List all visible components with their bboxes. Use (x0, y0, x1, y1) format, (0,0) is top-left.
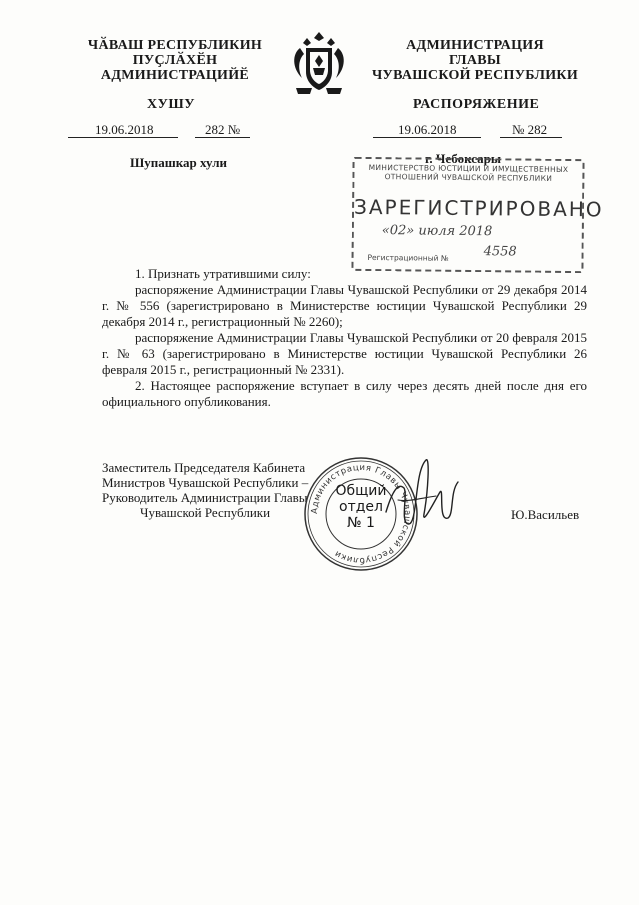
registration-stamp (351, 157, 604, 273)
order-body (102, 266, 587, 410)
header-left-date: 19.06.2018 (95, 122, 154, 137)
body-paragraph-1: 1. Признать утратившими силу: (135, 266, 311, 281)
header-left-org (75, 38, 275, 83)
header-left-line2: ПУҪЛӐХӖН (132, 53, 218, 68)
header-right-date: 19.06.2018 (398, 122, 457, 137)
seal-center-line2: отдел (339, 499, 383, 515)
signature-line3: Руководитель Администрации Главы (102, 490, 308, 505)
header-left-number: 282 № (205, 122, 241, 137)
header-left-line1: ЧӐВАШ РЕСПУБЛИКИН (87, 38, 263, 53)
header-left-doc-type: ХУШУ (147, 97, 196, 112)
header-right-doc-type: РАСПОРЯЖЕНИЕ (413, 97, 540, 112)
left-number-underline (195, 137, 250, 138)
coat-of-arms-emblem (288, 28, 350, 98)
signature-line4: Чувашской Республики (140, 505, 271, 520)
registration-stamp-number-label: Регистрационный № (367, 252, 449, 263)
signatory-name: Ю.Васильев (511, 507, 580, 522)
registration-stamp-org-line2: ОТНОШЕНИЙ ЧУВАШСКОЙ РЕСПУБЛИКИ (384, 172, 553, 183)
seal-center-line1: Общий (335, 483, 387, 499)
header-right-city: г. Чебоксары (425, 151, 502, 166)
header-right-org (360, 38, 590, 83)
header-left-city: Шупашкар хули (130, 155, 227, 170)
right-number-underline (500, 137, 562, 138)
registration-stamp-org-line1: МИНИСТЕРСТВО ЮСТИЦИИ И ИМУЩЕСТВЕННЫХ (368, 162, 569, 175)
header-left-line3: АДМИНИСТРАЦИЙӖ (100, 68, 250, 83)
registration-stamp-date: «02» июля 2018 (381, 223, 493, 240)
body-paragraph-2: распоряжение Администрации Главы Чувашской Республики от 29 декабря 2014 г. № 556 (зарегистрировано в Министерстве юстиции Чувашской Республики 29 декабря 2014 г., регистрационный № 2260); (102, 282, 587, 329)
header-right-line2: ГЛАВЫ (449, 53, 501, 68)
left-date-underline (68, 137, 178, 138)
seal-ring-text: Администрация Главы Чувашской Республики (309, 462, 413, 566)
handwritten-signature (378, 452, 468, 542)
signature-line1: Заместитель Председателя Кабинета (102, 460, 306, 475)
body-paragraph-4: 2. Настоящее распоряжение вступает в силу через десять дней после дня его официального опубликования. (102, 378, 587, 409)
header-right-number: № 282 (512, 122, 548, 137)
body-paragraph-3: распоряжение Администрации Главы Чувашской Республики от 20 февраля 2015 г. № 63 (зарегистрировано в Министерстве юстиции Чувашской Республики 26 февраля 2015 г., регистрационный № 2331). (102, 330, 587, 377)
header-right-line1: АДМИНИСТРАЦИЯ (406, 38, 544, 53)
registration-stamp-word: ЗАРЕГИСТРИРОВАНО (353, 194, 604, 222)
registration-stamp-number: 4558 (483, 244, 517, 260)
header-right-line3: ЧУВАШСКОЙ РЕСПУБЛИКИ (371, 68, 579, 83)
right-date-underline (373, 137, 481, 138)
seal-center-line3: № 1 (347, 515, 375, 531)
signature-line2: Министров Чувашской Республики – (102, 475, 309, 490)
